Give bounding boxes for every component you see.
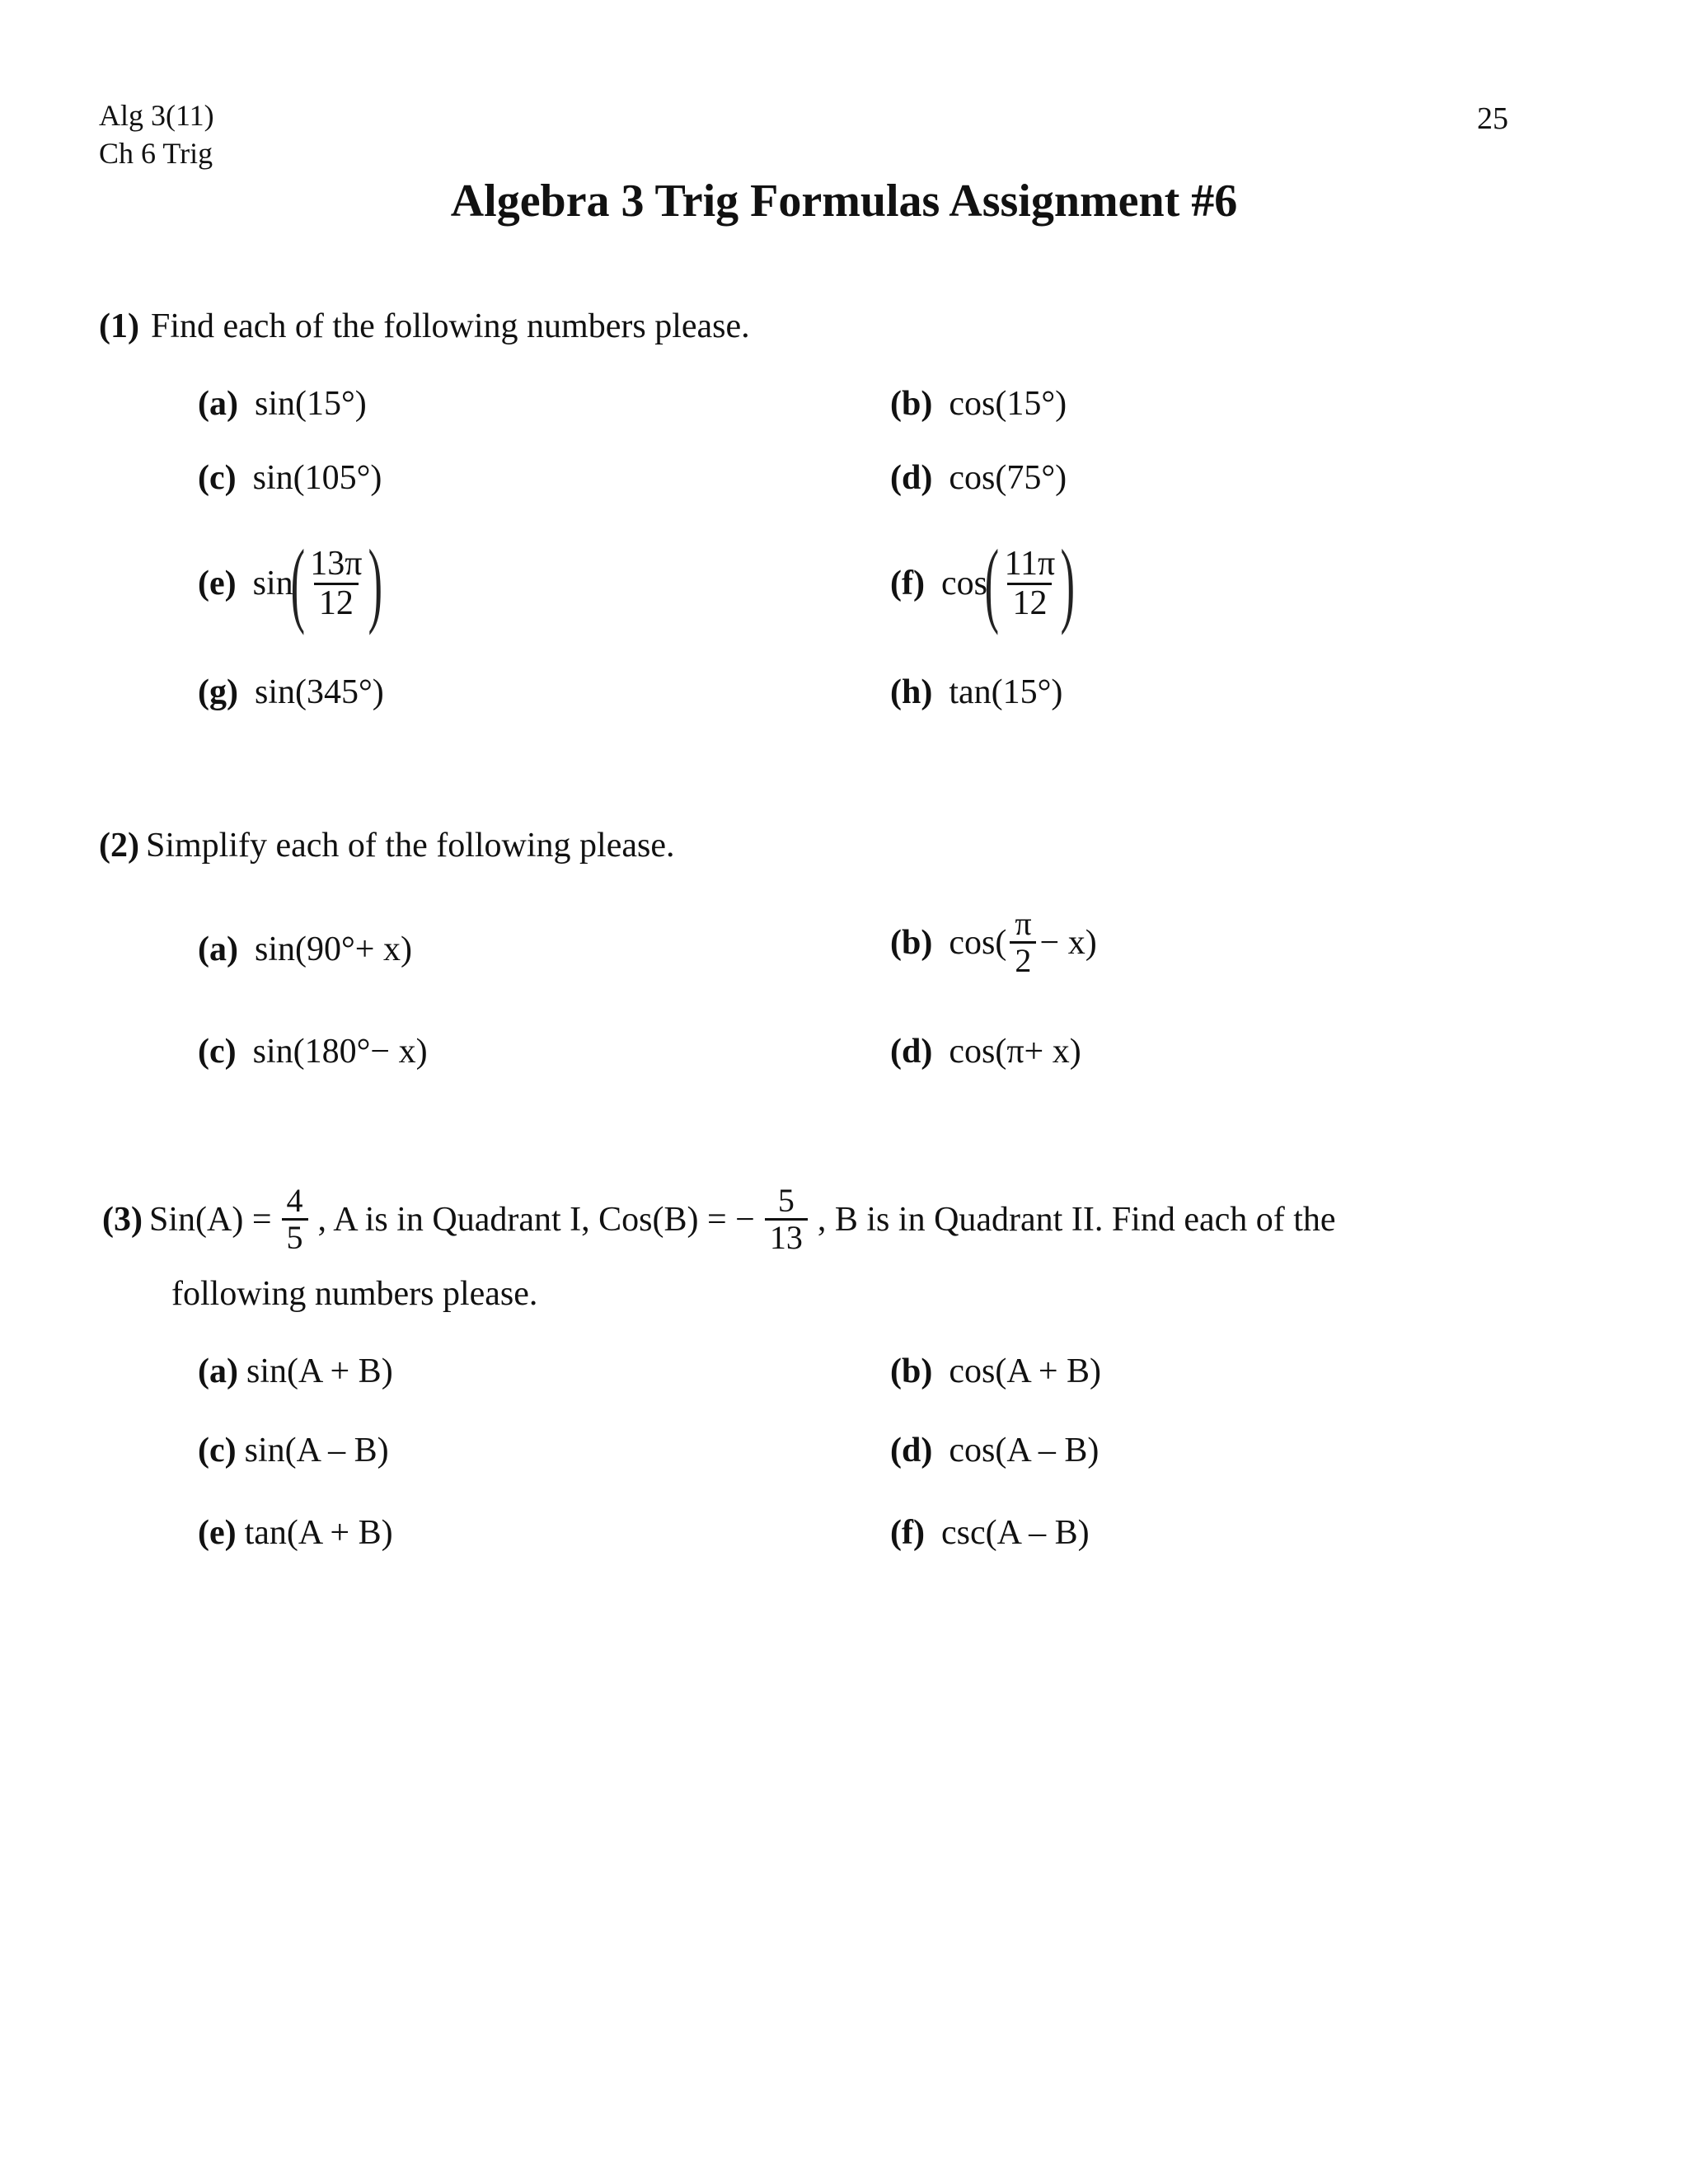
q1-item-d-label: (d) bbox=[890, 459, 933, 497]
course-label: Alg 3(11) bbox=[99, 99, 214, 132]
q3-mid-text: , A is in Quadrant I, Cos(B) = − bbox=[317, 1200, 755, 1239]
left-paren-glyph: ( bbox=[290, 531, 305, 636]
q2-item-d-expr: cos(π+ x) bbox=[949, 1033, 1081, 1071]
q1-item-a bbox=[198, 384, 367, 424]
cos-b-denominator: 13 bbox=[765, 1218, 808, 1255]
sin-a-numerator: 4 bbox=[286, 1182, 303, 1219]
q2-item-b-label: (b) bbox=[890, 923, 933, 962]
q1-item-e-label: (e) bbox=[198, 565, 237, 602]
q1-item-g bbox=[198, 673, 384, 712]
right-paren-glyph: ) bbox=[368, 531, 382, 636]
q3-item-e-label: (e) bbox=[198, 1514, 237, 1552]
q3-item-f-expr: csc(A – B) bbox=[940, 1514, 1090, 1552]
q2-item-b-fraction bbox=[1010, 907, 1036, 978]
q1-item-e-fraction bbox=[305, 546, 367, 621]
page-number: 25 bbox=[1477, 101, 1508, 136]
q1-item-f-label: (f) bbox=[890, 565, 925, 602]
q2-item-d-label: (d) bbox=[890, 1033, 933, 1071]
q3-item-b bbox=[890, 1352, 1101, 1391]
q3-item-f bbox=[890, 1513, 1090, 1553]
q1-item-b-expr: cos(15°) bbox=[949, 385, 1067, 423]
q3-item-a bbox=[198, 1352, 393, 1391]
q2-item-b-numerator: π bbox=[1015, 905, 1032, 942]
q1-item-e-numerator: 13π bbox=[310, 545, 363, 583]
q3-item-a-expr: sin(A + B) bbox=[246, 1352, 393, 1390]
q1-item-f-denominator: 12 bbox=[1007, 583, 1052, 621]
q2-item-d bbox=[890, 1032, 1081, 1071]
q3-item-e-expr: tan(A + B) bbox=[244, 1514, 393, 1552]
question-2-prompt: Simplify each of the following please. bbox=[145, 827, 675, 865]
q2-item-b-suffix: − x) bbox=[1039, 923, 1097, 962]
q3-item-c-expr: sin(A – B) bbox=[244, 1432, 389, 1469]
q2-item-b-prefix: cos( bbox=[949, 923, 1007, 962]
q3-item-b-label: (b) bbox=[890, 1352, 933, 1390]
question-3-continuation: following numbers please. bbox=[171, 1275, 538, 1313]
q2-item-c-expr: sin(180°− x) bbox=[252, 1033, 428, 1071]
sin-a-fraction bbox=[279, 1183, 312, 1255]
q1-item-a-label: (a) bbox=[198, 385, 238, 423]
sin-a-label: Sin(A) = bbox=[148, 1200, 272, 1239]
q1-item-d-expr: cos(75°) bbox=[949, 459, 1067, 497]
q1-item-h bbox=[890, 673, 1062, 712]
q3-item-e bbox=[198, 1513, 393, 1553]
right-paren-glyph: ) bbox=[1060, 531, 1076, 636]
sin-a-denominator: 5 bbox=[282, 1218, 308, 1255]
q3-end-text: , B is in Quadrant II. Find each of the bbox=[817, 1200, 1336, 1239]
q2-item-c-label: (c) bbox=[198, 1033, 237, 1071]
q1-item-b bbox=[890, 384, 1067, 424]
q1-item-f-numerator: 11π bbox=[1004, 545, 1056, 583]
q2-item-a bbox=[198, 930, 412, 969]
q3-item-d bbox=[890, 1431, 1099, 1470]
q1-item-g-label: (g) bbox=[198, 673, 238, 711]
q1-item-e-func: sin bbox=[252, 565, 293, 602]
q1-item-f bbox=[890, 531, 1076, 636]
q3-item-b-expr: cos(A + B) bbox=[949, 1352, 1102, 1390]
q3-item-d-expr: cos(A – B) bbox=[949, 1432, 1100, 1469]
q1-item-a-expr: sin(15°) bbox=[254, 385, 367, 423]
q1-item-f-fraction bbox=[1000, 546, 1061, 621]
q1-item-d bbox=[890, 458, 1067, 498]
q2-item-b-denominator: 2 bbox=[1010, 941, 1036, 978]
cos-b-numerator: 5 bbox=[777, 1182, 795, 1219]
question-2 bbox=[99, 826, 675, 865]
q1-item-h-label: (h) bbox=[890, 673, 933, 711]
q2-item-b bbox=[890, 907, 1097, 978]
q3-item-a-label: (a) bbox=[198, 1352, 238, 1390]
question-1-number: (1) bbox=[99, 307, 139, 345]
q1-item-g-expr: sin(345°) bbox=[254, 673, 384, 711]
question-2-number: (2) bbox=[99, 827, 139, 865]
q3-item-d-label: (d) bbox=[890, 1432, 933, 1469]
q3-item-c bbox=[198, 1431, 389, 1470]
q1-item-f-func: cos bbox=[940, 565, 987, 602]
question-1-prompt: Find each of the following numbers please. bbox=[150, 307, 750, 345]
q1-item-h-expr: tan(15°) bbox=[949, 673, 1063, 711]
q1-item-e-denominator: 12 bbox=[314, 583, 359, 621]
question-3 bbox=[99, 1183, 1339, 1255]
chapter-label: Ch 6 Trig bbox=[99, 137, 213, 170]
page-title: Algebra 3 Trig Formulas Assignment #6 bbox=[450, 176, 1238, 227]
q2-item-a-expr: sin(90°+ x) bbox=[254, 930, 412, 968]
q2-item-a-label: (a) bbox=[198, 930, 238, 968]
q1-item-b-label: (b) bbox=[890, 385, 933, 423]
question-3-number: (3) bbox=[102, 1200, 143, 1239]
q1-item-e bbox=[198, 531, 382, 636]
cos-b-fraction bbox=[762, 1183, 811, 1255]
q2-item-c bbox=[198, 1032, 428, 1071]
q1-item-c-label: (c) bbox=[198, 459, 237, 497]
left-paren-glyph: ( bbox=[984, 531, 999, 636]
q3-item-c-label: (c) bbox=[198, 1432, 237, 1469]
q1-item-c bbox=[198, 458, 382, 498]
question-1 bbox=[99, 307, 750, 346]
q1-item-c-expr: sin(105°) bbox=[252, 459, 382, 497]
q3-item-f-label: (f) bbox=[890, 1514, 925, 1552]
